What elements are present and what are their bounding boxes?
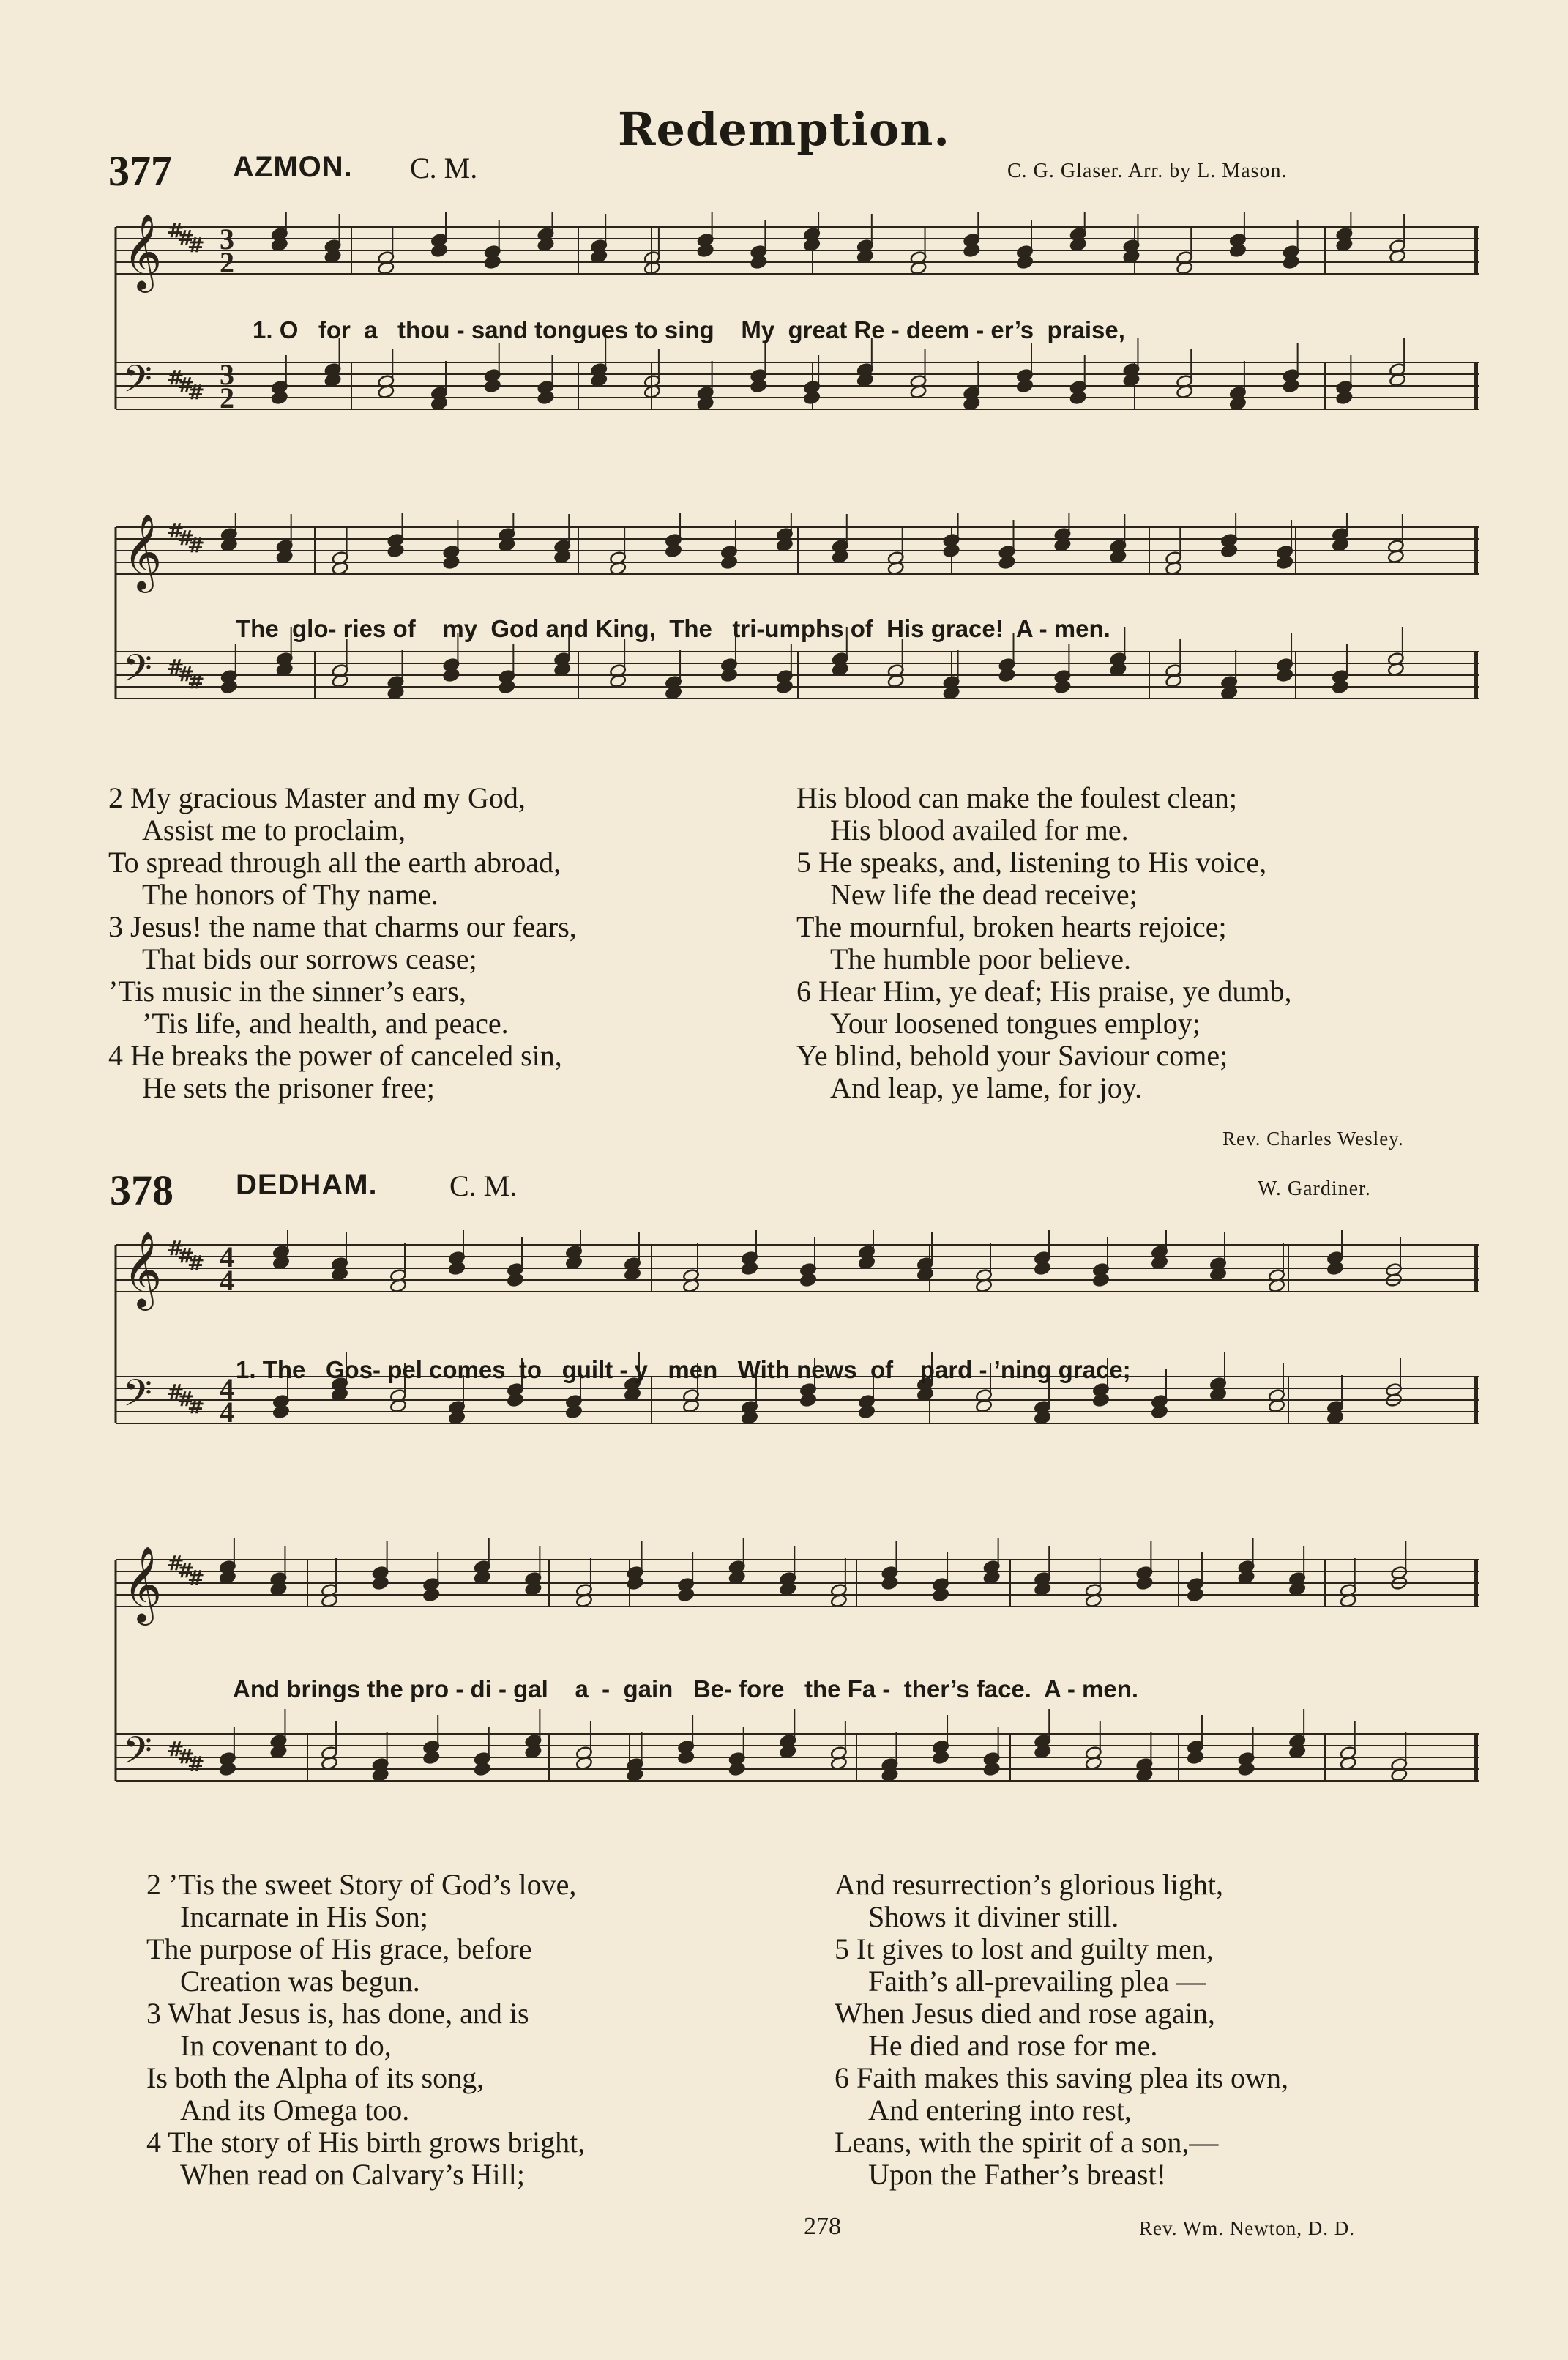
svg-text:#: # xyxy=(167,1737,184,1761)
hymn-378-tune: DEDHAM. xyxy=(236,1169,378,1201)
verse-line: He sets the prisoner free; xyxy=(142,1071,435,1104)
verse-line: 4 He breaks the power of canceled sin, xyxy=(108,1039,562,1072)
hymn-377-tune: AZMON. xyxy=(233,151,353,183)
verse-line: Leans, with the spirit of a son,— xyxy=(835,2126,1219,2159)
svg-text:#: # xyxy=(187,1394,205,1418)
verse-line: Incarnate in His Son; xyxy=(180,1900,428,1933)
hymn-378-number: 378 xyxy=(110,1166,173,1214)
svg-text:𝄞: 𝄞 xyxy=(123,1231,163,1308)
hymn-378-lyrics-line-1: 1. The Gos- pel comes to guilt - y men With news of pard - ’ning grace; xyxy=(236,1356,1131,1383)
svg-text:#: # xyxy=(167,365,184,390)
hymn-377-verses-left xyxy=(108,782,577,1104)
svg-text:#: # xyxy=(167,218,184,242)
verse-line: 2 My gracious Master and my God, xyxy=(108,781,526,814)
verse-line: He died and rose for me. xyxy=(868,2029,1158,2062)
svg-text:4: 4 xyxy=(220,1372,234,1405)
svg-text:𝄢: 𝄢 xyxy=(123,646,152,699)
svg-text:#: # xyxy=(167,655,184,679)
verse-line: Upon the Father’s breast! xyxy=(868,2158,1166,2191)
verse-line: Faith’s all-prevailing plea — xyxy=(868,1965,1206,1998)
svg-text:#: # xyxy=(177,662,195,686)
svg-text:#: # xyxy=(167,1551,184,1575)
svg-text:2: 2 xyxy=(220,381,234,414)
verse-line: 5 It gives to lost and guilty men, xyxy=(835,1932,1214,1965)
verse-line: The humble poor believe. xyxy=(830,942,1131,975)
verse-line: Ye blind, behold your Saviour come; xyxy=(796,1039,1228,1072)
svg-text:#: # xyxy=(187,1251,205,1275)
verse-line: And leap, ye lame, for joy. xyxy=(830,1071,1143,1104)
hymn-377-meter: C. M. xyxy=(410,152,478,185)
svg-text:#: # xyxy=(177,226,195,250)
hymn-377-verses-right xyxy=(796,782,1291,1104)
hymn-377-author: Rev. Charles Wesley. xyxy=(1222,1128,1404,1150)
verse-line: 2 ’Tis the sweet Story of God’s love, xyxy=(146,1868,577,1901)
svg-text:#: # xyxy=(187,533,205,557)
svg-text:#: # xyxy=(177,1387,195,1411)
verse-line: Creation was begun. xyxy=(180,1965,420,1998)
hymn-378-verses-left xyxy=(146,1869,585,2191)
svg-text:𝄞: 𝄞 xyxy=(123,513,163,590)
hymn-378-verses-right xyxy=(835,1869,1288,2191)
hymn-377-lyrics-line-2: The glo- ries of my God and King, The tri-umphs of His grace! A - men. xyxy=(236,615,1110,642)
svg-text:#: # xyxy=(187,1566,205,1590)
verse-line: Shows it diviner still. xyxy=(868,1900,1119,1933)
hymn-378-lyrics-line-2: And brings the pro - di - gal a - gain Be- fore the Fa - ther’s face. A - men. xyxy=(233,1675,1139,1702)
svg-text:3: 3 xyxy=(220,358,234,391)
verse-line: His blood availed for me. xyxy=(830,814,1129,846)
svg-text:#: # xyxy=(167,518,184,543)
verse-line: ’Tis life, and health, and peace. xyxy=(142,1007,509,1040)
verse-line: 3 What Jesus is, has done, and is xyxy=(146,1997,529,2030)
svg-text:#: # xyxy=(177,526,195,550)
svg-text:#: # xyxy=(187,380,205,404)
verse-line: When read on Calvary’s Hill; xyxy=(180,2158,525,2191)
verse-line: Assist me to proclaim, xyxy=(142,814,406,846)
verse-line: The mournful, broken hearts rejoice; xyxy=(796,910,1227,943)
svg-text:#: # xyxy=(177,1558,195,1582)
verse-line: 6 Faith makes this saving plea its own, xyxy=(835,2061,1288,2094)
verse-line: And entering into rest, xyxy=(868,2093,1132,2126)
verse-line: And its Omega too. xyxy=(180,2093,410,2126)
svg-text:𝄢: 𝄢 xyxy=(123,1728,152,1782)
svg-text:#: # xyxy=(187,233,205,257)
hymn-377-lyrics-line-1: 1. O for a thou - sand tongues to sing My great Re - deem - er’s praise, xyxy=(253,316,1125,343)
svg-text:#: # xyxy=(167,1236,184,1260)
svg-text:4: 4 xyxy=(220,1264,234,1297)
page-number: 278 xyxy=(804,2213,841,2240)
svg-text:3: 3 xyxy=(220,223,234,256)
hymn-378-author: Rev. Wm. Newton, D. D. xyxy=(1139,2217,1355,2239)
svg-text:𝄢: 𝄢 xyxy=(123,1371,152,1424)
verse-line: When Jesus died and rose again, xyxy=(835,1997,1215,2030)
verse-line: And resurrection’s glorious light, xyxy=(835,1868,1224,1901)
verse-line: 3 Jesus! the name that charms our fears, xyxy=(108,910,577,943)
verse-line: In covenant to do, xyxy=(180,2029,392,2062)
verse-line: Your loosened tongues employ; xyxy=(830,1007,1201,1040)
svg-text:#: # xyxy=(167,1380,184,1404)
section-title: Redemption. xyxy=(618,103,950,156)
svg-text:#: # xyxy=(177,373,195,397)
svg-text:#: # xyxy=(177,1744,195,1768)
verse-line: To spread through all the earth abroad, xyxy=(108,846,561,879)
hymn-378-meter: C. M. xyxy=(449,1169,518,1202)
verse-line: The honors of Thy name. xyxy=(142,878,438,911)
svg-text:𝄞: 𝄞 xyxy=(123,1546,163,1623)
svg-text:2: 2 xyxy=(220,246,234,279)
verse-line: The purpose of His grace, before xyxy=(146,1932,532,1965)
verse-line: His blood can make the foulest clean; xyxy=(796,781,1238,814)
verse-line: 5 He speaks, and, listening to His voice, xyxy=(796,846,1267,879)
svg-text:#: # xyxy=(187,669,205,693)
hymn-378-composer: W. Gardiner. xyxy=(1258,1177,1371,1200)
svg-text:4: 4 xyxy=(220,1240,234,1273)
verse-line: 6 Hear Him, ye deaf; His praise, ye dumb, xyxy=(796,975,1292,1008)
svg-text:#: # xyxy=(177,1243,195,1268)
verse-line: Is both the Alpha of its song, xyxy=(146,2061,485,2094)
verse-line: New life the dead receive; xyxy=(830,878,1138,911)
verse-line: 4 The story of His birth grows bright, xyxy=(146,2126,586,2159)
svg-text:𝄞: 𝄞 xyxy=(123,213,163,290)
verse-line: ’Tis music in the sinner’s ears, xyxy=(108,975,466,1008)
svg-text:#: # xyxy=(187,1752,205,1776)
svg-text:𝄢: 𝄢 xyxy=(123,357,152,410)
svg-text:4: 4 xyxy=(220,1396,234,1429)
hymn-377-composer: C. G. Glaser. Arr. by L. Mason. xyxy=(1007,160,1288,182)
hymn-377-number: 377 xyxy=(108,147,172,195)
verse-line: That bids our sorrows cease; xyxy=(142,942,477,975)
